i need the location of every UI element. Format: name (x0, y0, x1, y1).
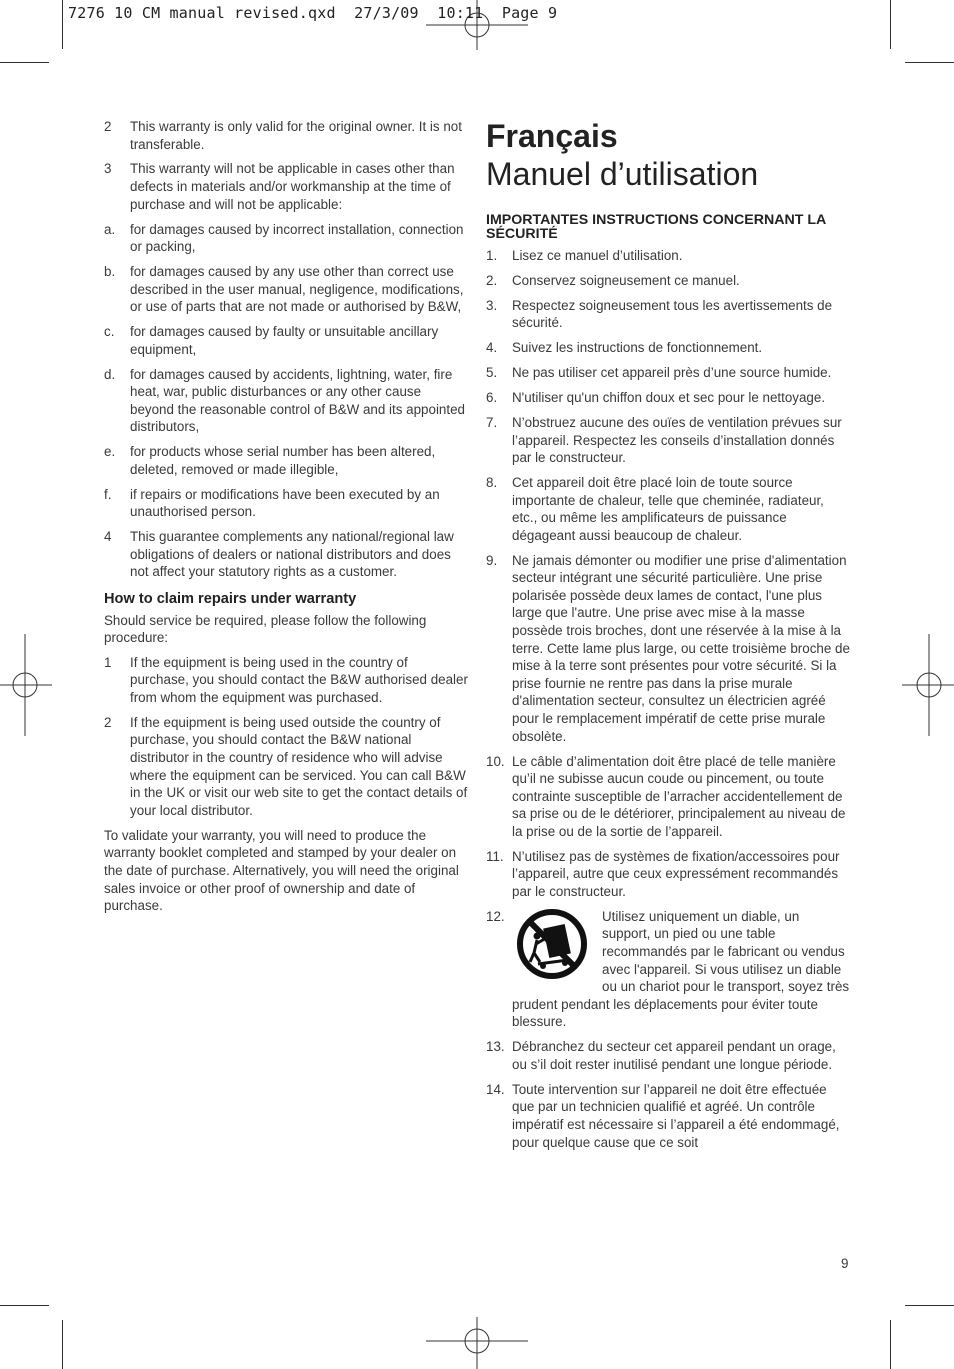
list-item (486, 389, 851, 407)
safety-heading: IMPORTANTES INSTRUCTIONS CONCERNANT LA SÉCURITÉ (486, 212, 826, 242)
item-number: 14. (486, 1081, 505, 1097)
crop-mark (62, 0, 63, 49)
item-number: 13. (486, 1039, 505, 1055)
item-text: This warranty is only valid for the original owner. It is not transferable. (130, 119, 462, 152)
list-item (486, 364, 851, 382)
crop-mark (905, 62, 954, 63)
item-text: This warranty will not be applicable in cases other than defects in materials and/or workmanship at the time of purchase and will not be applicable: (130, 161, 455, 212)
registration-mark-icon (426, 1317, 528, 1369)
repairs-procedure-list (104, 654, 468, 820)
item-text: Toute intervention sur l’appareil ne doit être effectuée que par un technicien qualifié et agréé. Un contrôle impératif est nécessaire si l’appareil a été endommagé, pour quelque cause que ce soit (512, 1081, 840, 1150)
item-number: f. (104, 486, 112, 502)
file-slug: 7276 10 CM manual revised.qxd 27/3/09 10:11 Page 9 (68, 4, 558, 22)
item-text: for damages caused by accidents, lightning, water, fire heat, war, public disturbances or any other cause beyond the reasonable control of B&W and its appointed distributors, (130, 366, 465, 435)
list-item (104, 443, 468, 478)
list-item (486, 247, 851, 265)
item-number: 1. (486, 248, 498, 263)
item-number: 3 (104, 161, 112, 177)
repairs-heading: How to claim repairs under warranty (104, 591, 357, 608)
list-item (486, 272, 851, 290)
item-text: N’utilisez pas de systèmes de fixation/accessoires pour l’appareil, autre que ceux expressément recommandés par le constructeur. (512, 848, 840, 899)
list-item (104, 714, 468, 820)
item-text: for damages caused by faulty or unsuitable ancillary equipment, (130, 324, 439, 357)
language-title: Français (486, 118, 618, 154)
item-number: 12. (486, 908, 505, 924)
list-item (486, 753, 851, 841)
item-number: 3. (486, 297, 498, 313)
page-number: 9 (841, 1256, 849, 1271)
crop-mark (905, 1305, 954, 1306)
item-number: c. (104, 324, 115, 340)
list-item (486, 339, 851, 357)
list-item (104, 263, 468, 316)
item-text: for damages caused by any use other than correct use described in the user manual, negligence, modifications, or use of parts that are not made or authorised by B&W, (130, 264, 464, 315)
item-number: 9. (486, 552, 498, 568)
list-item (486, 552, 851, 746)
item-number: 7. (486, 414, 498, 430)
list-item (486, 848, 851, 901)
crop-mark (890, 0, 891, 49)
item-text: Ne jamais démonter ou modifier une prise d'alimentation secteur intégrant une sécurité particulière. Une prise polarisée possède deux lames de contact, l'une plus large que l'autre. Une prise avec mise à la masse possède trois broches, dont une réservée à la mise à la terre. Cette lame plus large, ou cette troisième broche de mise à la terre sont présentes pour votre sécurité. Si la prise fournie ne rentre pas dans la prise murale d'alimentation secteur, consultez un électricien agréé pour le remplacement impératif de cette prise murale obsolète. (512, 552, 850, 744)
list-item (486, 297, 851, 332)
item-text: Suivez les instructions de fonctionnement. (512, 340, 763, 356)
list-item (104, 160, 468, 213)
item-number: 2 (104, 119, 112, 134)
item-text: N’obstruez aucune des ouïes de ventilation prévues sur l’appareil. Respectez les conseils d’installation donnés par le constructeur. (512, 414, 842, 466)
item-number: 4 (104, 529, 112, 545)
safety-instructions-list (486, 247, 851, 1151)
list-item (486, 414, 851, 467)
item-text: If the equipment is being used in the country of purchase, you should contact the B&W authorised dealer from whom the equipment was purchased. (130, 654, 468, 705)
item-text: for damages caused by incorrect installation, connection or packing, (130, 221, 464, 255)
item-text: Utilisez uniquement un diable, un support, un pied ou une table recommandés par le fabricant ou vendus avec l'appareil. Si vous utilisez un diable ou un chariot pour le transport, soyez très prudent pendant les déplacements pour éviter toute blessure. (512, 908, 850, 1030)
item-text: N'utiliser qu'un chiffon doux et sec pour le nettoyage. (512, 390, 826, 406)
item-number: 2 (104, 714, 112, 730)
registration-mark-icon (902, 634, 954, 736)
item-number: d. (104, 366, 116, 382)
item-text: Cet appareil doit être placé loin de toute source importante de chaleur, telle que cheminée, radiateur, etc., ou même les amplificateurs de puissance dégageant aussi beaucoup de chaleur. (512, 475, 824, 543)
french-manual-column (486, 118, 851, 1158)
item-number: b. (104, 264, 116, 280)
list-item (104, 528, 468, 581)
crop-mark (0, 1305, 49, 1306)
list-item (104, 486, 468, 521)
repairs-intro: Should service be required, please follow the following procedure: (104, 612, 427, 646)
item-text: This guarantee complements any national/regional law obligations of dealers or national distributors and does not affect your statutory rights as a customer. (130, 529, 454, 580)
crop-mark (890, 1320, 891, 1369)
item-number: a. (104, 221, 116, 237)
list-item (104, 323, 468, 358)
item-number: 1 (104, 654, 112, 670)
item-text: Lisez ce manuel d’utilisation. (512, 248, 683, 263)
item-number: e. (104, 444, 116, 460)
cart-tip-over-warning-icon (516, 908, 590, 980)
registration-mark-icon (0, 634, 52, 736)
item-text: Ne pas utiliser cet appareil près d’une source humide. (512, 365, 832, 381)
list-item (486, 1081, 851, 1151)
registration-mark-icon (426, 0, 528, 50)
crop-mark (62, 1320, 63, 1369)
list-item (486, 1038, 851, 1073)
item-text: for products whose serial number has been altered, deleted, removed or made illegible, (130, 444, 436, 477)
item-number: 11. (486, 848, 504, 864)
warranty-conditions-list (104, 118, 468, 581)
list-item (104, 654, 468, 707)
list-item (486, 474, 851, 544)
list-item (104, 221, 468, 256)
item-text: Conservez soigneusement ce manuel. (512, 272, 740, 288)
item-number: 2. (486, 272, 498, 288)
item-text: Débranchez du secteur cet appareil pendant un orage, ou s’il doit rester inutilisé pendant une longue période. (512, 1039, 836, 1072)
warranty-closing-paragraph: To validate your warranty, you will need to produce the warranty booklet completed and stamped by your dealer on the date of purchase. Alternatively, you will need the original sales invoice or other proof of ownership and date of purchase. (104, 827, 459, 914)
manual-title: Manuel d’utilisation (486, 156, 759, 192)
item-number: 8. (486, 475, 498, 491)
item-number: 5. (486, 365, 498, 381)
item-number: 6. (486, 390, 498, 406)
item-number: 10. (486, 753, 505, 769)
list-item-with-icon (486, 908, 851, 1031)
list-item (104, 118, 468, 153)
item-text: Respectez soigneusement tous les avertissements de sécurité. (512, 297, 833, 331)
item-text: if repairs or modifications have been executed by an unauthorised person. (130, 486, 440, 520)
crop-mark (0, 62, 49, 63)
item-text: Le câble d’alimentation doit être placé de telle manière qu’il ne subisse aucun coude ou pincement, ou toute contrainte susceptible de l’arracher accidentellement de sa prise ou de le détériorer, principalement au niveau de la prise ou de la sortie de l’appareil. (512, 753, 846, 839)
list-item (104, 366, 468, 436)
item-number: 4. (486, 340, 498, 356)
item-text: If the equipment is being used outside the country of purchase, you should contact the B&W national distributor in the country of residence who will advise where the equipment can be serviced. You can call B&W in the UK or visit our web site to get the contact details of your local distributor. (130, 714, 468, 818)
warranty-column (104, 118, 468, 922)
